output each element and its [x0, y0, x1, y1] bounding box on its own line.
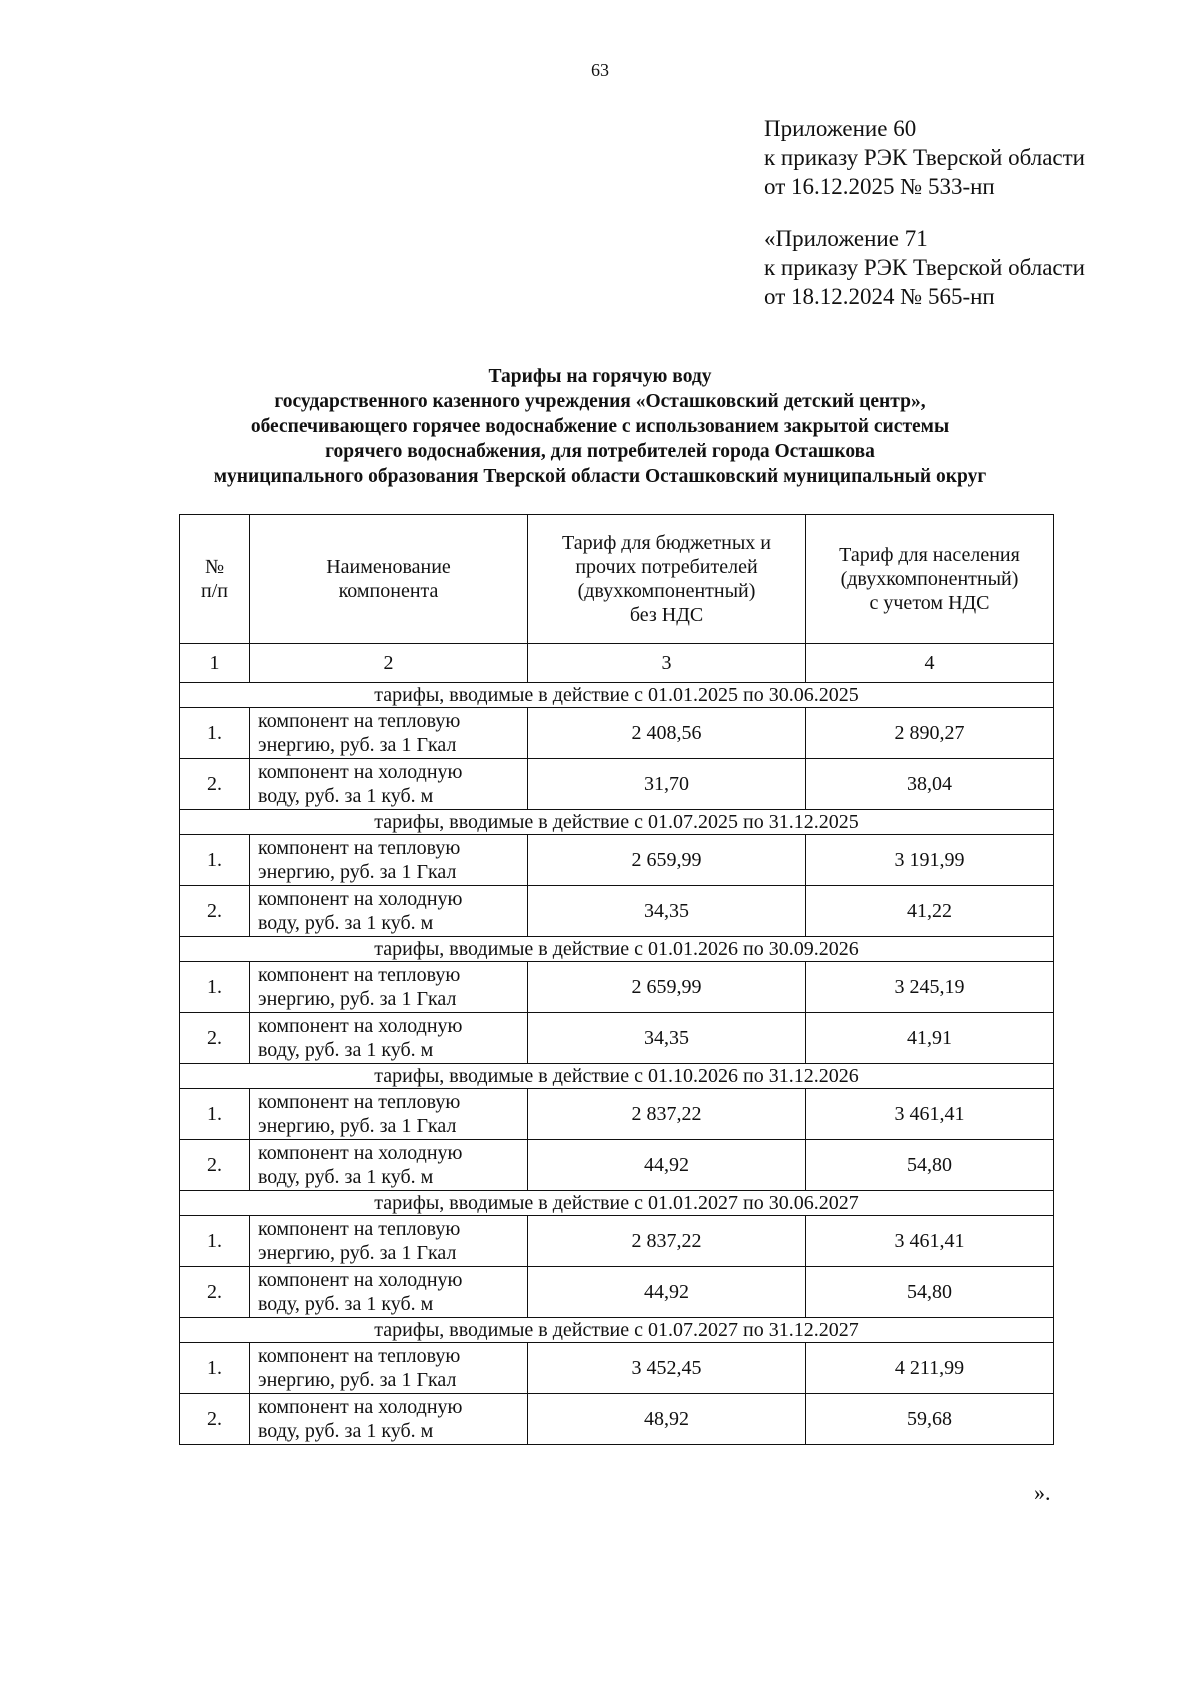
- document-title: [100, 364, 1100, 489]
- row-number: 2.: [180, 1140, 250, 1191]
- component-name: [250, 1216, 528, 1267]
- component-name-line: воду, руб. за 1 куб. м: [258, 785, 434, 807]
- header-text: с учетом НДС: [869, 592, 990, 614]
- budget-tariff-value: 2 659,99: [528, 835, 806, 886]
- period-label: тарифы, вводимые в действие с 01.01.2027 по 30.06.2027: [180, 1191, 1054, 1216]
- budget-tariff-value: 2 837,22: [528, 1089, 806, 1140]
- closing-quote-mark: ».: [1034, 1480, 1051, 1505]
- appendix-block-old: [764, 224, 1085, 311]
- period-row: [180, 937, 1054, 962]
- period-label: тарифы, вводимые в действие с 01.07.2025 по 31.12.2025: [180, 810, 1054, 835]
- budget-tariff-value: 34,35: [528, 886, 806, 937]
- period-row: [180, 1318, 1054, 1343]
- table-row: [180, 1089, 1054, 1140]
- component-name-line: компонент на тепловую: [258, 710, 461, 732]
- appendix-line: от 18.12.2024 № 565-нп: [764, 284, 995, 309]
- row-number: 1.: [180, 1089, 250, 1140]
- component-name: [250, 835, 528, 886]
- period-row: [180, 1191, 1054, 1216]
- title-line: Тарифы на горячую воду: [488, 366, 712, 387]
- table-row: [180, 1343, 1054, 1394]
- table-row: [180, 1013, 1054, 1064]
- appendix-line: к приказу РЭК Тверской области: [764, 145, 1085, 170]
- component-name-line: воду, руб. за 1 куб. м: [258, 912, 434, 934]
- column-number-row: [180, 644, 1054, 683]
- row-number: 2.: [180, 1394, 250, 1445]
- component-name-line: компонент на холодную: [258, 1396, 463, 1418]
- population-tariff-value: 41,91: [806, 1013, 1054, 1064]
- component-name-line: компонент на тепловую: [258, 1218, 461, 1240]
- title-line: обеспечивающего горячее водоснабжение с использованием закрытой системы: [250, 416, 950, 437]
- period-label: тарифы, вводимые в действие с 01.07.2027 по 31.12.2027: [180, 1318, 1054, 1343]
- table-row: [180, 759, 1054, 810]
- population-tariff-value: 3 245,19: [806, 962, 1054, 1013]
- appendix-block-new: [764, 114, 1085, 201]
- table-row: [180, 1267, 1054, 1318]
- header-text: прочих потребителей: [575, 556, 758, 578]
- component-name: [250, 1013, 528, 1064]
- row-number: 2.: [180, 1013, 250, 1064]
- component-name-line: компонент на холодную: [258, 888, 463, 910]
- component-name-line: воду, руб. за 1 куб. м: [258, 1166, 434, 1188]
- component-name: [250, 962, 528, 1013]
- row-number: 2.: [180, 759, 250, 810]
- budget-tariff-value: 44,92: [528, 1140, 806, 1191]
- header-text: (двухкомпонентный): [577, 580, 756, 602]
- header-text: п/п: [201, 580, 228, 602]
- budget-tariff-value: 34,35: [528, 1013, 806, 1064]
- component-name: [250, 1089, 528, 1140]
- component-name: [250, 1343, 528, 1394]
- population-tariff-value: 59,68: [806, 1394, 1054, 1445]
- component-name-line: компонент на тепловую: [258, 837, 461, 859]
- period-label: тарифы, вводимые в действие с 01.01.2025 по 30.06.2025: [180, 683, 1054, 708]
- component-name-line: воду, руб. за 1 куб. м: [258, 1293, 434, 1315]
- header-cell-name: [250, 515, 528, 644]
- component-name-line: энергию, руб. за 1 Гкал: [258, 1242, 457, 1264]
- header-cell-population-tariff: [806, 515, 1054, 644]
- row-number: 1.: [180, 1216, 250, 1267]
- period-row: [180, 810, 1054, 835]
- component-name-line: энергию, руб. за 1 Гкал: [258, 861, 457, 883]
- population-tariff-value: 54,80: [806, 1140, 1054, 1191]
- component-name: [250, 759, 528, 810]
- budget-tariff-value: 44,92: [528, 1267, 806, 1318]
- title-line: муниципального образования Тверской области Осташковский муниципальный округ: [213, 466, 987, 487]
- population-tariff-value: 2 890,27: [806, 708, 1054, 759]
- header-text: №: [204, 556, 225, 578]
- page-number: 63: [591, 60, 609, 80]
- row-number: 1.: [180, 962, 250, 1013]
- row-number: 2.: [180, 1267, 250, 1318]
- budget-tariff-value: 2 659,99: [528, 962, 806, 1013]
- component-name: [250, 708, 528, 759]
- population-tariff-value: 3 461,41: [806, 1216, 1054, 1267]
- budget-tariff-value: 48,92: [528, 1394, 806, 1445]
- table-row: [180, 1140, 1054, 1191]
- row-number: 2.: [180, 886, 250, 937]
- title-line: горячего водоснабжения, для потребителей города Осташкова: [325, 441, 875, 462]
- budget-tariff-value: 2 837,22: [528, 1216, 806, 1267]
- header-text: без НДС: [629, 604, 704, 626]
- column-number: 2: [250, 644, 528, 683]
- budget-tariff-value: 2 408,56: [528, 708, 806, 759]
- header-text: Тариф для бюджетных и: [562, 532, 771, 554]
- row-number: 1.: [180, 835, 250, 886]
- column-number: 4: [806, 644, 1054, 683]
- table-header-row: [180, 515, 1054, 644]
- header-text: Тариф для населения: [839, 544, 1020, 566]
- table-row: [180, 886, 1054, 937]
- population-tariff-value: 3 461,41: [806, 1089, 1054, 1140]
- component-name-line: компонент на холодную: [258, 1269, 463, 1291]
- component-name-line: компонент на тепловую: [258, 1345, 461, 1367]
- header-text: (двухкомпонентный): [840, 568, 1019, 590]
- component-name-line: компонент на холодную: [258, 761, 463, 783]
- appendix-line: от 16.12.2025 № 533-нп: [764, 174, 995, 199]
- header-text: компонента: [338, 580, 439, 602]
- component-name-line: воду, руб. за 1 куб. м: [258, 1420, 434, 1442]
- population-tariff-value: 4 211,99: [806, 1343, 1054, 1394]
- component-name-line: энергию, руб. за 1 Гкал: [258, 1369, 457, 1391]
- header-text: Наименование: [326, 556, 451, 578]
- population-tariff-value: 3 191,99: [806, 835, 1054, 886]
- component-name: [250, 886, 528, 937]
- column-number: 3: [528, 644, 806, 683]
- row-number: 1.: [180, 1343, 250, 1394]
- table-row: [180, 1394, 1054, 1445]
- table-row: [180, 708, 1054, 759]
- population-tariff-value: 41,22: [806, 886, 1054, 937]
- column-number: 1: [180, 644, 250, 683]
- component-name-line: компонент на тепловую: [258, 1091, 461, 1113]
- component-name: [250, 1140, 528, 1191]
- table-row: [180, 835, 1054, 886]
- title-line: государственного казенного учреждения «Осташковский детский центр»,: [274, 391, 926, 412]
- appendix-line: к приказу РЭК Тверской области: [764, 255, 1085, 280]
- budget-tariff-value: 31,70: [528, 759, 806, 810]
- component-name-line: компонент на холодную: [258, 1142, 463, 1164]
- component-name-line: энергию, руб. за 1 Гкал: [258, 1115, 457, 1137]
- period-label: тарифы, вводимые в действие с 01.10.2026 по 31.12.2026: [180, 1064, 1054, 1089]
- population-tariff-value: 54,80: [806, 1267, 1054, 1318]
- component-name-line: компонент на холодную: [258, 1015, 463, 1037]
- component-name-line: воду, руб. за 1 куб. м: [258, 1039, 434, 1061]
- table-row: [180, 962, 1054, 1013]
- budget-tariff-value: 3 452,45: [528, 1343, 806, 1394]
- period-row: [180, 683, 1054, 708]
- component-name-line: энергию, руб. за 1 Гкал: [258, 734, 457, 756]
- component-name-line: энергию, руб. за 1 Гкал: [258, 988, 457, 1010]
- tariff-table: [179, 514, 1054, 1445]
- component-name: [250, 1394, 528, 1445]
- component-name-line: компонент на тепловую: [258, 964, 461, 986]
- population-tariff-value: 38,04: [806, 759, 1054, 810]
- period-label: тарифы, вводимые в действие с 01.01.2026 по 30.09.2026: [180, 937, 1054, 962]
- row-number: 1.: [180, 708, 250, 759]
- period-row: [180, 1064, 1054, 1089]
- header-cell-number: [180, 515, 250, 644]
- component-name: [250, 1267, 528, 1318]
- table-row: [180, 1216, 1054, 1267]
- appendix-line: Приложение 60: [764, 116, 917, 141]
- appendix-line: «Приложение 71: [764, 226, 928, 251]
- header-cell-budget-tariff: [528, 515, 806, 644]
